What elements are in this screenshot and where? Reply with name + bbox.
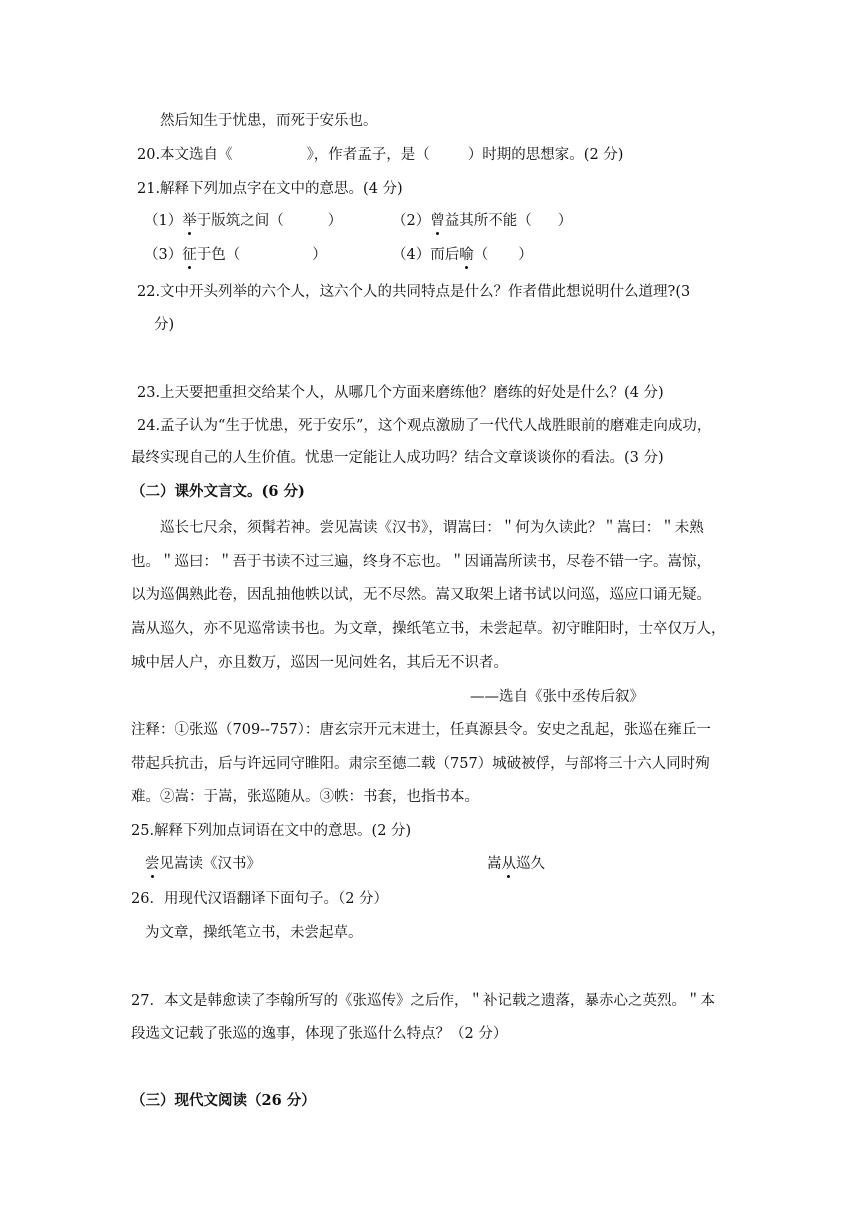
- passage-line: 也。＂巡曰：＂吾于书读不过三遍，终身不忘也。＂因诵嵩所读书，尽卷不错一字。嵩惊，: [131, 554, 711, 570]
- question-22-line-1: 22.文中开头列举的六个人，这六个人的共同特点是什么？作者借此想说明什么道理?(3: [137, 284, 691, 300]
- question-21-item-1: （1）举于版筑之间（ ）: [144, 210, 342, 232]
- notes-line: 注释：①张巡（709--757）：唐玄宗开元末进士，任真源县令。安史之乱起，张巡在雍丘一: [131, 722, 711, 738]
- question-25-item-2: 嵩从巡久: [487, 853, 545, 875]
- question-26-sentence: 为文章，操纸笔立书，未尝起草。: [145, 925, 363, 941]
- question-27-line-1: 27．本文是韩愈读了李翰所写的《张巡传》之后作，＂补记载之遗落，暴赤心之英烈。＂本: [131, 993, 715, 1009]
- question-21-item-4: （4）而后喻（ ）: [392, 244, 533, 266]
- question-23: 23.上天要把重担交给某个人，从哪几个方面来磨练他？磨练的好处是什么？(4 分): [137, 385, 664, 401]
- question-24-line-1: 24.孟子认为“生于忧患，死于安乐”，这个观点激励了一代代人战胜眼前的磨难走向成功，: [137, 418, 712, 434]
- passage-line: 城中居人户，亦且数万，巡因一见问姓名，其后无不识者。: [131, 655, 508, 671]
- section-3-title: （三）现代文阅读（26 分）: [131, 1092, 316, 1109]
- passage-source: ——选自《张中丞传后叙》: [470, 689, 644, 705]
- dotted-char: 征: [182, 244, 197, 266]
- question-20: 20.本文选自《 》，作者孟子，是（ ）时期的思想家。(2 分): [137, 147, 624, 163]
- question-22-line-2: 分): [154, 317, 175, 333]
- question-26-stem: 26．用现代汉语翻译下面句子。（2 分）: [131, 891, 389, 907]
- question-21-item-2: （2）曾益其所不能（ ）: [392, 210, 572, 232]
- dotted-char: 喻: [459, 244, 474, 266]
- question-21-item-3: （3）征于色（ ）: [144, 244, 327, 266]
- passage-line: 以为巡偶熟此卷，因乱抽他帙以试，无不尽然。嵩又取架上诸书试以问巡，巡应口诵无疑。: [131, 587, 711, 603]
- question-24-line-2: 最终实现自己的人生价值。忧患一定能让人成功吗？结合文章谈谈你的看法。(3 分): [131, 450, 664, 466]
- question-25-stem: 25.解释下列加点词语在文中的意思。(2 分): [131, 823, 412, 839]
- question-27-line-2: 段选文记载了张巡的逸事，体现了张巡什么特点？（2 分）: [131, 1026, 508, 1042]
- passage-line: 巡长七尺余，须髯若神。尝见嵩读《汉书》，谓嵩曰：＂何为久读此？＂嵩曰：＂未熟: [160, 520, 704, 536]
- dotted-char: 从: [502, 853, 517, 875]
- notes-line: 难。②嵩：于嵩，张巡随从。③帙：书套，也指书本。: [131, 789, 479, 805]
- question-25-item-1: 尝见嵩读《汉书》: [145, 853, 261, 875]
- notes-line: 带起兵抗击，后与许远同守睢阳。肃宗至德二载（757）城破被俘，与部将三十六人同时殉: [131, 756, 710, 772]
- question-21-stem: 21.解释下列加点字在文中的意思。(4 分): [137, 181, 403, 197]
- text-line: 然后知生于忧患，而死于安乐也。: [160, 113, 378, 129]
- passage-line: 嵩从巡久，亦不见巡常读书也。为文章，操纸笔立书，未尝起草。初守睢阳时，士卒仅万人，: [131, 621, 726, 637]
- dotted-char: 尝: [145, 853, 160, 875]
- dotted-char: 举: [182, 210, 197, 232]
- section-2-title: （二）课外文言文。(6 分): [131, 483, 305, 500]
- dotted-char: 曾: [430, 210, 445, 232]
